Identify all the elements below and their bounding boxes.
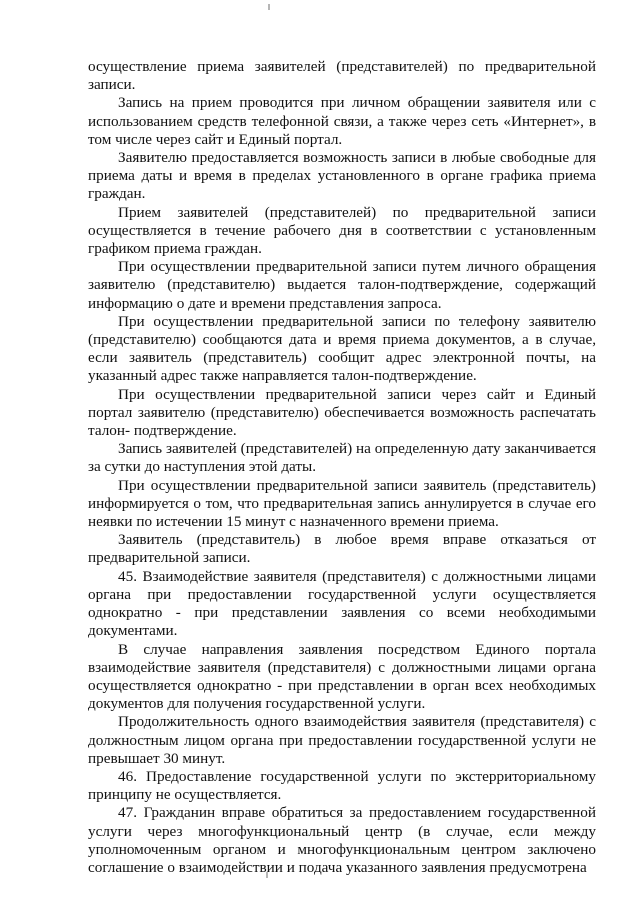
paragraph-free-dates: Заявителю предоставляется возможность записи в любые свободные для приема даты и время в пределах установленного в органе графика приема граждан. <box>88 149 596 203</box>
paragraph-appointment-deadline: Запись заявителей (представителей) на определенную дату заканчивается за сутки до наступления этой даты. <box>88 440 596 476</box>
paragraph-reception-schedule: Прием заявителей (представителей) по предварительной записи осуществляется в течение рабочего дня в соответствии с установленным графиком приема граждан. <box>88 203 596 258</box>
paragraph-cancellation-notice: При осуществлении предварительной записи заявитель (представитель) информируется о том, что предварительная запись аннулируется в случае его неявки по истечении 15 минут с назначенного времени приема. <box>88 476 596 531</box>
paragraph-portal-appointment: При осуществлении предварительной записи через сайт и Единый портал заявителю (представителю) обеспечивается возможность распечатать талон- подтверждение. <box>88 385 596 440</box>
paragraph-section-46: 46. Предоставление государственной услуги по экстерриториальному принципу не осуществляется. <box>88 767 596 804</box>
paragraph-section-47: 47. Гражданин вправе обратиться за предоставлением государственной услуги через многофункциональный центр (в случае, если между уполномоченным органом и многофункциональным центром заключено соглашение о взаимодействии и подача указанного заявления предусмотрена <box>88 804 596 876</box>
paragraph-interaction-duration: Продолжительность одного взаимодействия заявителя (представителя) с должностным лицом органа при предоставлении государственной услуги не превышает 30 минут. <box>88 713 596 767</box>
paragraph-right-to-cancel: Заявитель (представитель) в любое время вправе отказаться от предварительной записи. <box>88 531 596 567</box>
paragraph-personal-visit-coupon: При осуществлении предварительной записи путем личного обращения заявителю (представителю) выдается талон-подтверждение, содержащий информацию о дате и времени представления запроса. <box>88 258 596 312</box>
paragraph-preliminary-appointment-end: осуществление приема заявителей (представителей) по предварительной записи. <box>88 58 596 94</box>
scan-speck-top <box>268 4 270 10</box>
paragraph-appointment-methods: Запись на прием проводится при личном обращении заявителя или с использованием средств телефонной связи, а также через сеть «Интернет», в том числе через сайт и Единый портал. <box>88 94 596 148</box>
paragraph-single-portal-interaction: В случае направления заявления посредством Единого портала взаимодействие заявителя (представителя) с должностными лицами органа осуществляется однократно - при представлении в орган всех необходимых документов для получения государственной услуги. <box>88 640 596 713</box>
document-body <box>88 58 596 877</box>
paragraph-section-45: 45. Взаимодействие заявителя (представителя) с должностными лицами органа при предоставлении государственной услуги осуществляется однократно - при представлении заявления со всеми необходимыми документами. <box>88 567 596 640</box>
paragraph-phone-appointment: При осуществлении предварительной записи по телефону заявителю (представителю) сообщаются дата и время приема документов, а в случае, если заявитель (представитель) сообщит адрес электронной почты, на указанный адрес также направляется талон-подтверждение. <box>88 312 596 385</box>
